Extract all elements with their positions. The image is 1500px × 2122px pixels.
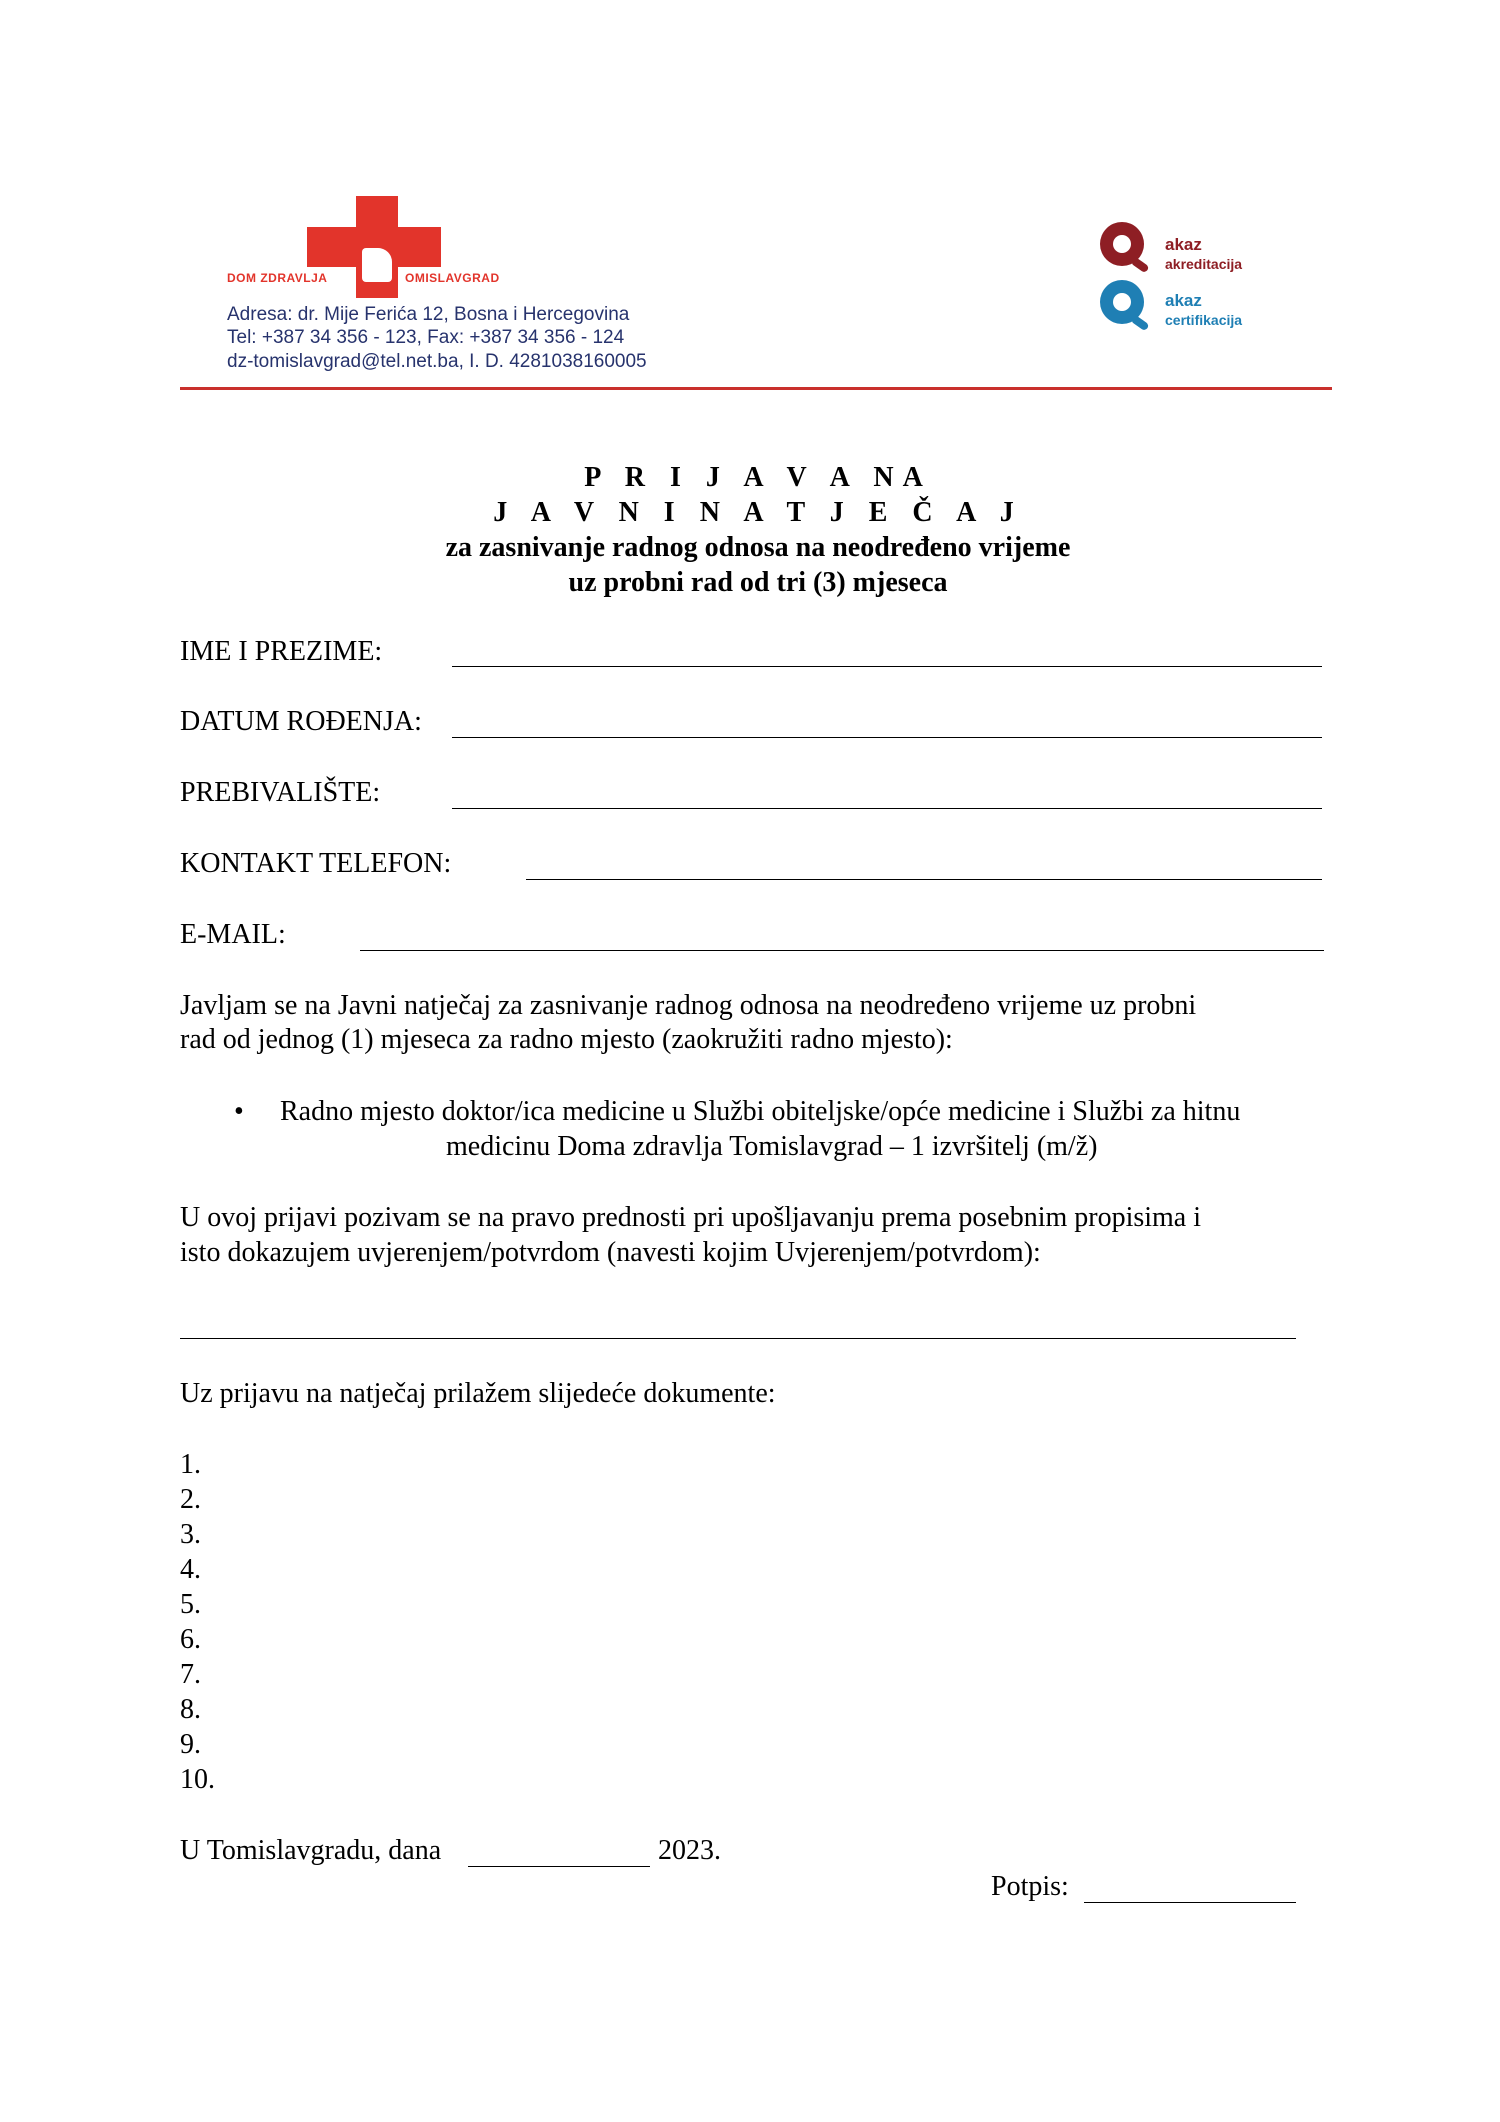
date-line[interactable] bbox=[468, 1866, 650, 1867]
title-line-3: za zasnivanje radnog odnosa na neodređeno vrijeme bbox=[445, 532, 1071, 563]
akaz-word: akaz bbox=[1165, 291, 1202, 310]
org-name-right: OMISLAVGRAD bbox=[405, 271, 500, 285]
org-email-id: dz-tomislavgrad@tel.net.ba, I. D. 4281038160005 bbox=[227, 351, 647, 372]
field-label-name: IME I PREZIME: bbox=[180, 636, 383, 667]
document-item: 3. bbox=[180, 1519, 201, 1550]
akaz-sub: certifikacija bbox=[1165, 312, 1243, 328]
document-item: 1. bbox=[180, 1449, 201, 1480]
field-line-name[interactable] bbox=[452, 666, 1322, 667]
document-item: 5. bbox=[180, 1589, 201, 1620]
apply-text-line-2: rad od jednog (1) mjeseca za radno mjesto (zaokružiti radno mjesto): bbox=[180, 1024, 953, 1055]
field-line-email[interactable] bbox=[360, 950, 1324, 951]
field-line-residence[interactable] bbox=[452, 808, 1322, 809]
priority-proof-line[interactable] bbox=[180, 1338, 1296, 1339]
document-item: 7. bbox=[180, 1659, 201, 1690]
document-item: 8. bbox=[180, 1694, 201, 1725]
akaz-sub: akreditacija bbox=[1165, 256, 1243, 272]
document-item: 4. bbox=[180, 1554, 201, 1585]
bullet-icon: • bbox=[234, 1096, 244, 1127]
header-divider bbox=[180, 387, 1332, 390]
title-line-4: uz probni rad od tri (3) mjeseca bbox=[568, 567, 948, 598]
document-item: 6. bbox=[180, 1624, 201, 1655]
org-address: Adresa: dr. Mije Ferića 12, Bosna i Hercegovina bbox=[227, 304, 630, 325]
akaz-word: akaz bbox=[1165, 235, 1202, 254]
priority-text-line-2: isto dokazujem uvjerenjem/potvrdom (navesti kojim Uvjerenjem/potvrdom): bbox=[180, 1237, 1041, 1268]
document-item: 2. bbox=[180, 1484, 201, 1515]
document-item: 10. bbox=[180, 1764, 215, 1795]
document-item: 9. bbox=[180, 1729, 201, 1760]
field-label-phone: KONTAKT TELEFON: bbox=[180, 848, 452, 879]
org-name-left: DOM ZDRAVLJA bbox=[227, 271, 328, 285]
field-line-dob[interactable] bbox=[452, 737, 1322, 738]
field-line-phone[interactable] bbox=[526, 879, 1322, 880]
position-line-2[interactable]: medicinu Doma zdravlja Tomislavgrad – 1 izvršitelj (m/ž) bbox=[446, 1131, 1098, 1162]
field-label-dob: DATUM ROĐENJA: bbox=[180, 706, 422, 737]
field-label-email: E-MAIL: bbox=[180, 919, 286, 950]
apply-text-line-1: Javljam se na Javni natječaj za zasnivanje radnog odnosa na neodređeno vrijeme uz probni bbox=[180, 990, 1197, 1021]
place-date-label: U Tomislavgradu, dana bbox=[180, 1835, 442, 1866]
date-year: 2023. bbox=[658, 1835, 721, 1866]
position-line-1[interactable]: Radno mjesto doktor/ica medicine u Službi obiteljske/opće medicine i Službi za hitnu bbox=[280, 1096, 1241, 1127]
priority-text-line-1: U ovoj prijavi pozivam se na pravo prednosti pri upošljavanju prema posebnim propisima i bbox=[180, 1202, 1202, 1233]
org-phone-fax: Tel: +387 34 356 - 123, Fax: +387 34 356 - 124 bbox=[227, 327, 625, 348]
title-line-2: J A V N I N A T J E Č A J bbox=[493, 497, 1023, 528]
title-line-1: P R I J A V A NA bbox=[584, 462, 932, 493]
signature-label: Potpis: bbox=[991, 1871, 1069, 1902]
field-label-residence: PREBIVALIŠTE: bbox=[180, 777, 381, 808]
documents-intro: Uz prijavu na natječaj prilažem slijedeće dokumente: bbox=[180, 1378, 776, 1409]
signature-line[interactable] bbox=[1084, 1902, 1296, 1903]
